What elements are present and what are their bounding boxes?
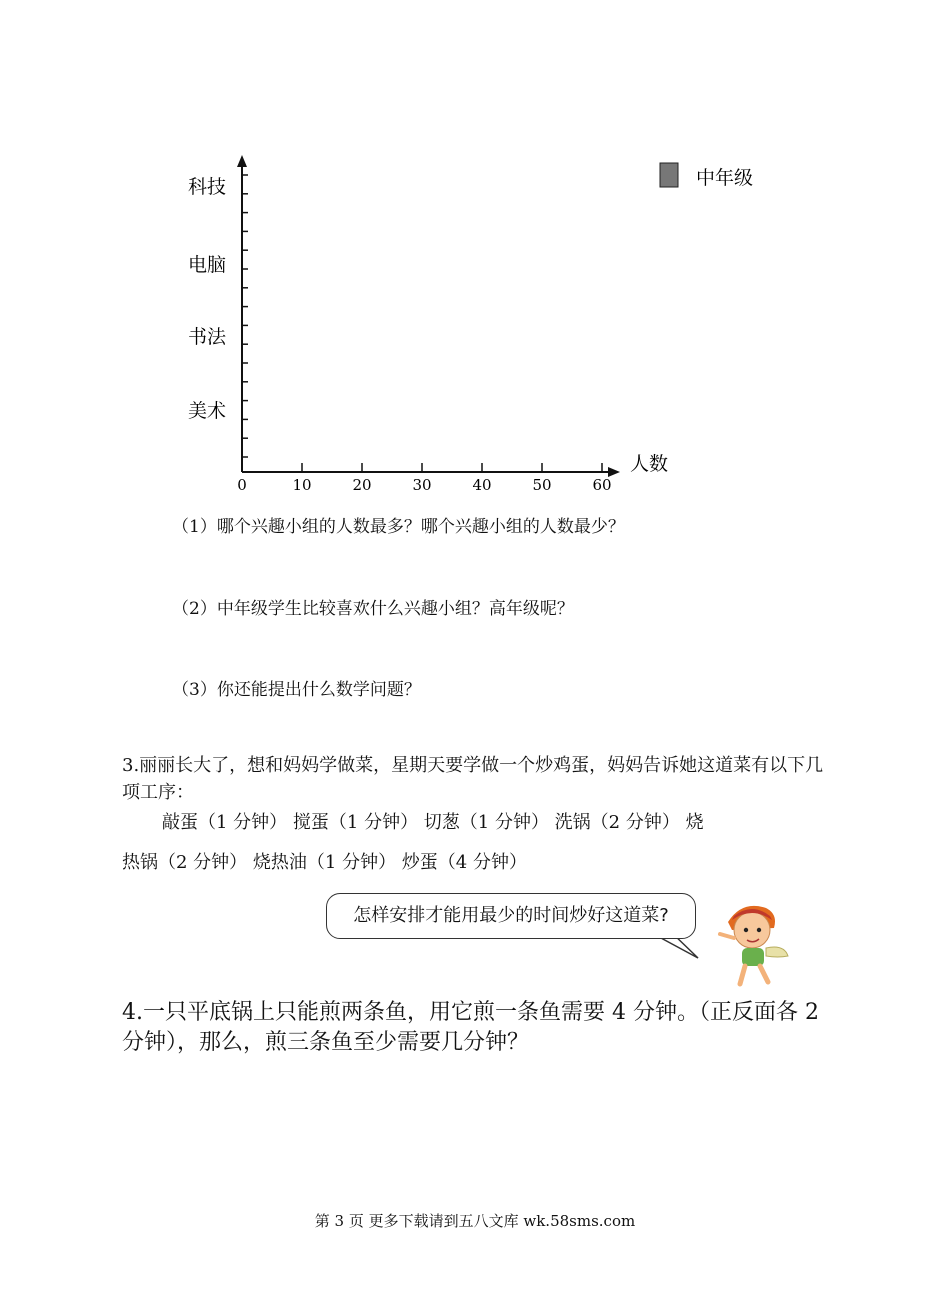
category-label: 美术: [187, 400, 226, 422]
y-axis-arrow: [237, 155, 247, 167]
bar-chart: [160, 145, 800, 505]
x-tick-label: 50: [532, 476, 552, 494]
x-tick-label: 20: [352, 476, 372, 494]
question-2: （2）中年级学生比较喜欢什么兴趣小组？高年级呢？: [172, 599, 574, 619]
chart-category-labels: [188, 176, 227, 422]
category-label: 书法: [187, 326, 226, 348]
category-label: 电脑: [187, 254, 226, 276]
problem-3-intro: 3.丽丽长大了，想和妈妈学做菜，星期天要学做一个炒鸡蛋，妈妈告诉她这道菜有以下几项工序：: [122, 755, 824, 803]
x-tick-label: 40: [472, 476, 492, 494]
question-1: （1）哪个兴趣小组的人数最多？哪个兴趣小组的人数最少？: [172, 517, 625, 537]
x-axis-label: 人数: [630, 453, 669, 475]
x-tick-label: 0: [237, 476, 247, 494]
x-tick-label: 60: [592, 476, 612, 494]
legend-swatch: [660, 163, 678, 187]
cartoon-girl-icon: [712, 898, 792, 990]
problem-3-steps-line-1: 敲蛋（1 分钟） 搅蛋（1 分钟） 切葱（1 分钟） 洗锅（2 分钟） 烧: [162, 812, 704, 833]
chart-axes: [237, 155, 620, 477]
page-footer: 第 3 页 更多下载请到五八文库 wk.58sms.com: [314, 1212, 636, 1230]
x-tick-label: 30: [412, 476, 432, 494]
chart-legend: [660, 163, 753, 189]
chart-ticks: [237, 175, 611, 494]
speech-bubble: 怎样安排才能用最少的时间炒好这道菜?: [326, 893, 696, 939]
x-tick-label: 10: [292, 476, 312, 494]
problem-3-steps-line-2: 热锅（2 分钟） 烧热油（1 分钟） 炒蛋（4 分钟）: [122, 852, 527, 873]
problem-4: 4.一只平底锅上只能煎两条鱼，用它煎一条鱼需要 4 分钟。（正反面各 2 分钟），那么，煎三条鱼至少需要几分钟？: [122, 1000, 819, 1055]
category-label: 科技: [187, 176, 226, 198]
question-3: （3）你还能提出什么数学问题？: [172, 680, 421, 700]
legend-label: 中年级: [696, 167, 754, 189]
